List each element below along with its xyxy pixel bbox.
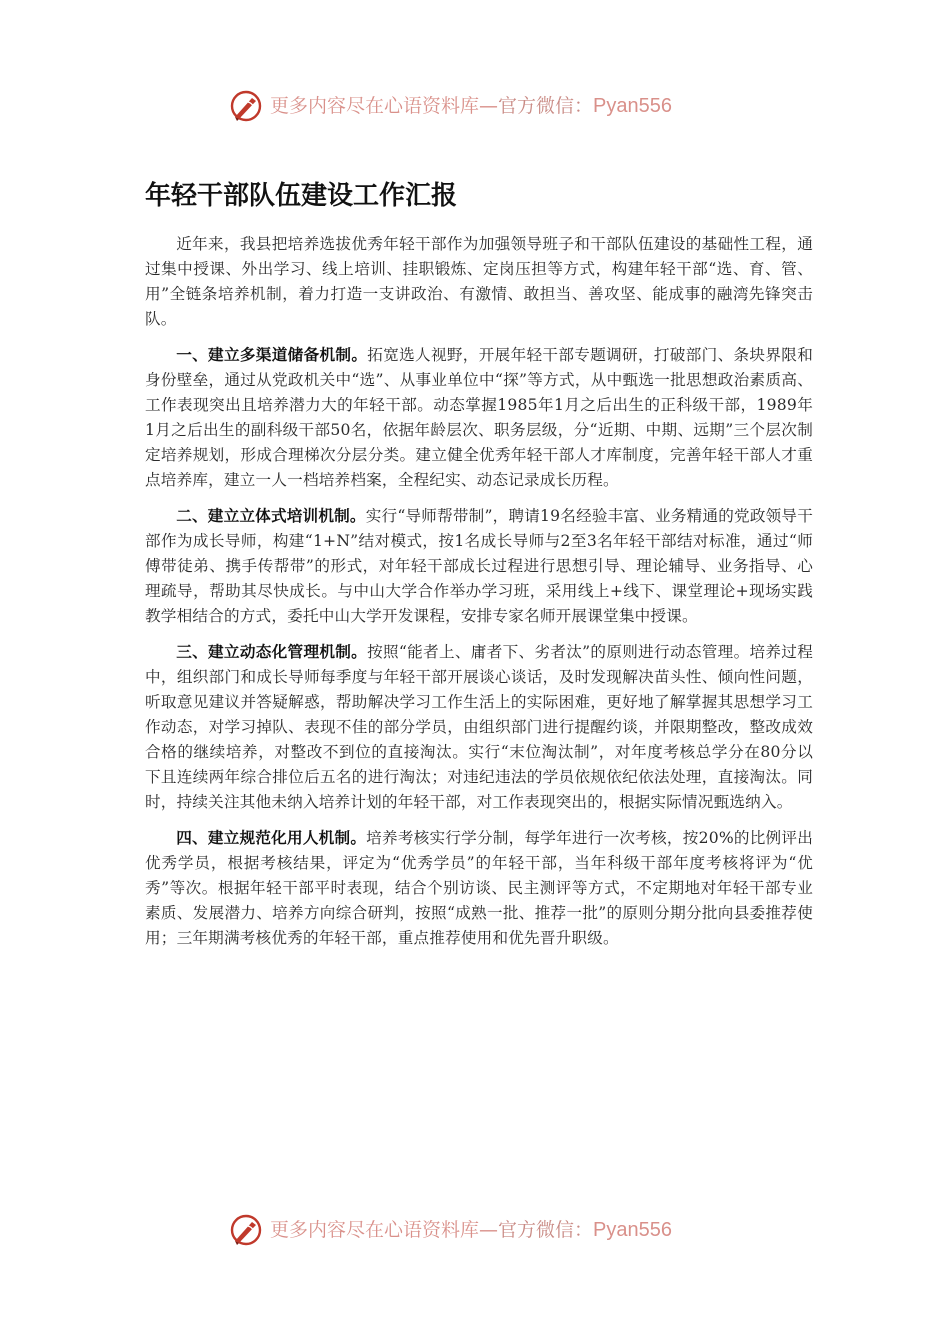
section-body-3: 按照“能者上、庸者下、劣者汰”的原则进行动态管理。培养过程中，组织部门和成长导师每季度与年轻干部开展谈心谈话，及时发现解决苗头性、倾向性问题，听取意见建议并答疑解惑，帮助解决学习工作生活上的实际困难，更好地了解掌握其思想学习工作动态，对学习掉队、表现不佳的部分学员，由组织部门进行提醒约谈，并限期整改，整改成效合格的继续培养，对整改不到位的直接淘汰。实行“末位淘汰制”，对年度考核总学分在80分以下且连续两年综合排位后五名的进行淘汰；对违纪违法的学员依规依纪依法处理，直接淘汰。同时，持续关注其他未纳入培养计划的年轻干部，对工作表现突出的，根据实际情况甄选纳入。 [145, 643, 813, 811]
header-banner-main: 更多内容尽在心语资料库 [270, 95, 480, 117]
footer-banner-main: 更多内容尽在心语资料库 [270, 1219, 480, 1241]
footer-banner-wechat-id: Pyan556 [593, 1219, 672, 1241]
section-heading-1: 一、建立多渠道储备机制。 [176, 346, 368, 364]
header-banner [228, 86, 748, 126]
header-banner-text [270, 86, 672, 126]
intro-paragraph: 近年来，我县把培养选拔优秀年轻干部作为加强领导班子和干部队伍建设的基础性工程，通过集中授课、外出学习、线上培训、挂职锻炼、定岗压担等方式，构建年轻干部“选、育、管、用”全链条培养机制，着力打造一支讲政治、有激情、敢担当、善攻坚、能成事的融湾先锋突击队。 [145, 235, 813, 328]
footer-banner-dash: — [479, 1219, 499, 1241]
footer-banner-text [270, 1210, 672, 1250]
footer-banner [228, 1210, 748, 1250]
header-banner-wechat-label: 官方微信： [498, 95, 594, 117]
section-paragraph-2 [145, 504, 813, 629]
footer-banner-wechat-label: 官方微信： [498, 1219, 594, 1241]
section-paragraph-3 [145, 640, 813, 815]
section-body-2: 实行“导师帮带制”，聘请19名经验丰富、业务精通的党政领导干部作为成长导师，构建“1+N”结对模式，按1名成长导师与2至3名年轻干部结对标准，通过“师傅带徒弟、携手传帮带”的形式，对年轻干部成长过程进行思想引导、理论辅导、业务指导、心理疏导，帮助其尽快成长。与中山大学合作举办学习班，采用线上+线下、课堂理论+现场实践教学相结合的方式，委托中山大学开发课程，安排专家名师开展课堂集中授课。 [145, 507, 813, 625]
header-banner-dash: — [479, 95, 499, 117]
section-heading-2: 二、建立立体式培训机制。 [176, 507, 366, 525]
document-body [145, 232, 813, 962]
section-body-1: 拓宽选人视野，开展年轻干部专题调研，打破部门、条块界限和身份壁垒，通过从党政机关中“选”、从事业单位中“探”等方式，从中甄选一批思想政治素质高、工作表现突出且培养潜力大的年轻干部。动态掌握1985年1月之后出生的正科级干部，1989年1月之后出生的副科级干部50名，依据年龄层次、职务层级，分“近期、中期、远期”三个层次制定培养规划，形成合理梯次分层分类。建立健全优秀年轻干部人才库制度，完善年轻干部人才重点培养库，建立一人一档培养档案，全程纪实、动态记录成长历程。 [145, 346, 813, 489]
header-banner-wechat-id: Pyan556 [593, 95, 672, 117]
pen-logo-icon [228, 88, 264, 124]
section-paragraph-4 [145, 826, 813, 951]
pen-logo-icon [228, 1212, 264, 1248]
section-paragraph-1 [145, 343, 813, 493]
section-heading-3: 三、建立动态化管理机制。 [176, 643, 368, 661]
document-title: 年轻干部队伍建设工作汇报 [145, 181, 458, 211]
section-body-4: 培养考核实行学分制，每学年进行一次考核，按20%的比例评出优秀学员，根据考核结果，评定为“优秀学员”的年轻干部，当年科级干部年度考核将评为“优秀”等次。根据年轻干部平时表现，结合个别访谈、民主测评等方式，不定期地对年轻干部专业素质、发展潜力、培养方向综合研判，按照“成熟一批、推荐一批”的原则分期分批向县委推荐使用；三年期满考核优秀的年轻干部，重点推荐使用和优先晋升职级。 [145, 829, 813, 947]
section-heading-4: 四、建立规范化用人机制。 [176, 829, 367, 847]
